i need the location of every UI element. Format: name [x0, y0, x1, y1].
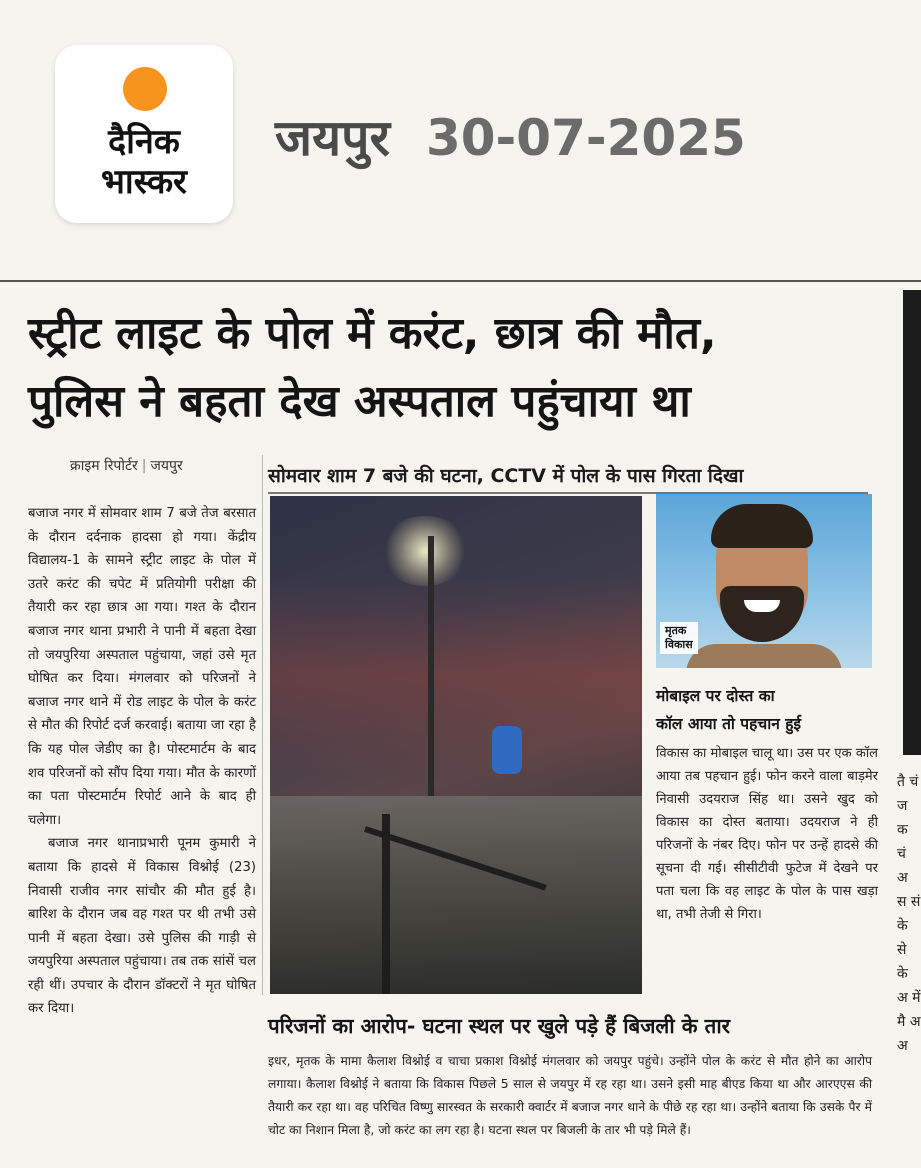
logo-text-line1: दैनिक — [108, 122, 180, 162]
photo-wall-tone — [270, 576, 642, 776]
headline-line2: पुलिस ने बहता देख अस्पताल पहुंचाया था — [28, 376, 691, 427]
newspaper-logo — [55, 45, 233, 223]
dateline — [275, 102, 746, 170]
adjacent-column-clipped: तै चं ज क चं अ स सं के से के अ में मै अ अ — [897, 774, 921, 1054]
body-paragraph-2: बजाज नगर थानाप्रभारी पूनम कुमारी ने बताया कि हादसे में विकास विश्नोई (23) निवासी राजीव नगर सांचौर की मौत हुई है। बारिश के दौरान जब वह गश्त पर थी तभी उसे पानी में बहता देखा। उसे पुलिस की गाड़ी से जयपुरिया अस्पताल पहुंचाया। तब तक सांसें चल रही थीं। उपचार के दौरान डॉक्टरों ने मृत घोषित कर दिया। — [28, 836, 256, 1017]
photo-pole — [428, 536, 434, 796]
side-head-line1: मोबाइल पर दोस्त का — [656, 687, 775, 705]
photo-figure — [492, 726, 522, 774]
side-head-line2: कॉल आया तो पहचान हुई — [656, 715, 802, 733]
article-headline — [28, 300, 898, 436]
byline-city: जयपुर — [150, 458, 183, 474]
byline-separator: | — [141, 458, 147, 474]
portrait-hair — [711, 504, 813, 548]
side-story-body: विकास का मोबाइल चालू था। उस पर एक कॉल आया तब पहचान हुई। फोन करने वाला बाड़मेर निवासी उदयराज सिंह था। उसने खुद को विकास का दोस्त बताया। उदयराज ने ही परिजनों के नंबर दिए। फोन पर उन्हें हादसे की सूचना दी गई। सीसीटीवी फुटेज में देखने पर पता चला कि वह लाइट के पोल के पास खड़ा था, तभी तेजी से गिरा। — [656, 746, 878, 922]
byline — [70, 456, 183, 475]
sun-icon — [123, 67, 167, 111]
article-body — [28, 502, 256, 1021]
edition-date: 30-07-2025 — [425, 109, 746, 167]
portrait-beard — [720, 586, 804, 642]
photo-flood-water — [270, 796, 642, 994]
photo-caption — [660, 622, 698, 654]
byline-reporter: क्राइम रिपोर्टर — [70, 458, 138, 474]
subhead-text: सोमवार शाम 7 बजे की घटना, CCTV में पोल के पास गिरता दिखा — [268, 465, 744, 487]
bottom-story-body: इधर, मृतक के मामा कैलाश विश्नोई व चाचा प्रकाश विश्नोई मंगलवार को जयपुर पहुंचे। उन्होंने पोल के करंट से मौत होने का आरोप लगाया। कैलाश विश्नोई ने बताया कि विकास पिछले 5 साल से जयपुर में रह रहा था। उसने इसी माह बीएड किया था और आरएएस की तैयारी कर रहा था। वह परिचित विष्णु सारस्वत के सरकारी क्वार्टर में बजाज नगर थाने के पीछे रह रहा था। उन्होंने बताया कि उसके पैर में चोट का निशान मिला है, जो करंट का लग रहा है। घटना स्थल पर बिजली के तार भी पड़े मिले हैं। — [268, 1054, 872, 1137]
side-story-headline — [656, 682, 886, 738]
headline-line1: स्ट्रीट लाइट के पोल में करंट, छात्र की मौत, — [28, 308, 717, 359]
edition-city: जयपुर — [275, 109, 390, 167]
header-divider — [0, 280, 921, 282]
logo-text-line2: भास्कर — [101, 162, 187, 202]
victim-portrait-photo — [656, 494, 872, 668]
photo-street-light — [380, 516, 470, 586]
article-subhead — [268, 462, 878, 488]
caption-line1: मृतक — [665, 624, 687, 637]
bottom-story-headline: परिजनों का आरोप- घटना स्थल पर खुले पड़े हैं बिजली के तार — [268, 1014, 731, 1038]
caption-line2: विकास — [665, 638, 693, 651]
column-divider — [262, 455, 263, 995]
cctv-still-photo — [270, 496, 642, 994]
portrait-shirt — [686, 644, 842, 668]
adjacent-photo-edge — [903, 290, 921, 755]
photo-railing-post — [382, 814, 390, 994]
body-paragraph-1: बजाज नगर में सोमवार शाम 7 बजे तेज बरसात के दौरान दर्दनाक हादसा हो गया। केंद्रीय विद्यालय-1 के सामने स्ट्रीट लाइट के पोल में उतरे करंट की चपेट में प्रतियोगी परीक्षा की तैयारी कर रहा छात्र आ गया। गश्त के दौरान बजाज नगर थाना प्रभारी ने पानी में बहता देखा तो जयपुरिया अस्पताल पहुंचाया, जहां उसे मृत घोषित कर दिया। मंगलवार को परिजनों ने बजाज नगर थाने में रोड लाइट के पोल के करंट से मौत की रिपोर्ट दर्ज करवाई। बताया जा रहा है कि यह पोल जेडीए का है। पोस्टमार्टम के बाद शव परिजनों को सौंप दिया गया। मौत के कारणों का पता पोस्टमार्टम रिपोर्ट आने के बाद ही चलेगा। — [28, 506, 256, 828]
